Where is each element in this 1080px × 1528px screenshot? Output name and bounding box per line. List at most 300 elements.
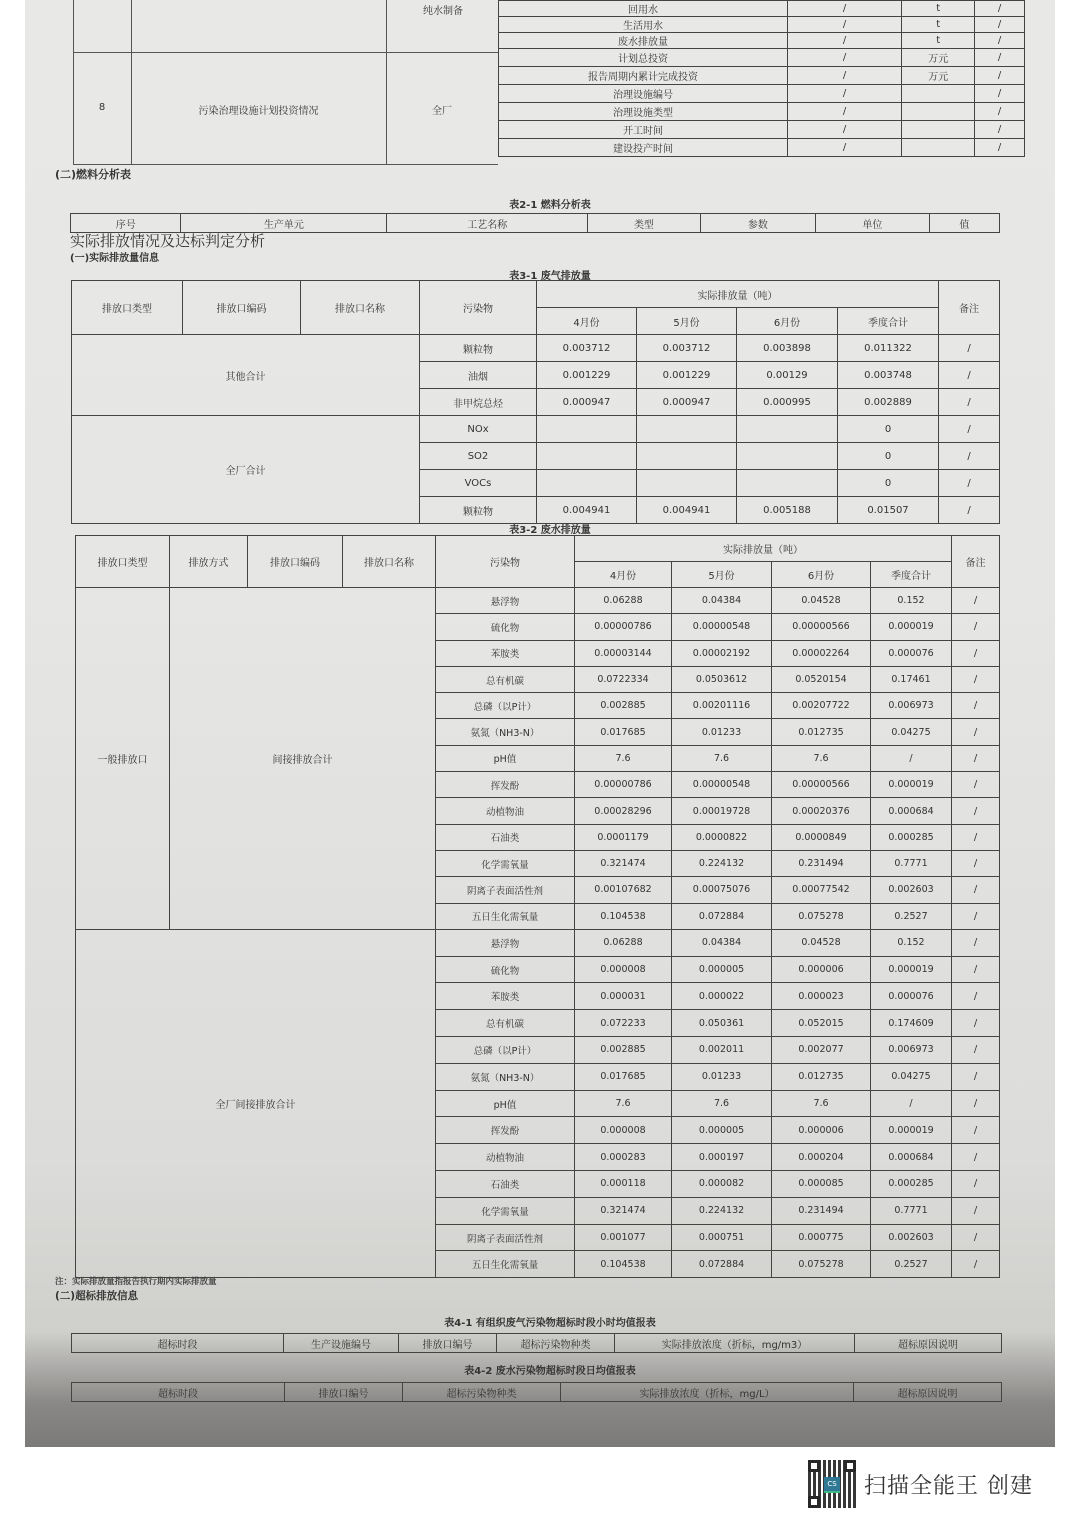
column-header: 生产单元 — [181, 214, 387, 233]
month-header: 4月份 — [575, 562, 672, 588]
pollutant-cell: 化学需氧量 — [436, 1197, 575, 1224]
item-row — [499, 139, 1025, 157]
month-header: 4月份 — [537, 308, 637, 335]
table-cell: / — [787, 33, 901, 49]
note-cell: / — [939, 389, 1000, 416]
value-cell: 0.017685 — [575, 1063, 672, 1090]
value-cell: 0.000751 — [672, 1224, 772, 1251]
note-cell: / — [952, 1171, 1000, 1198]
table-row — [72, 416, 1000, 443]
table-cell: / — [787, 103, 901, 121]
item-row — [499, 67, 1025, 85]
value-cell: 0.104538 — [575, 1251, 672, 1278]
pollutant-cell: 动植物油 — [436, 798, 575, 824]
value-cell: 0.002885 — [575, 1037, 672, 1064]
note-cell: / — [939, 497, 1000, 524]
value-cell: 0.000019 — [871, 956, 952, 983]
value-cell: 0.003898 — [737, 335, 838, 362]
column-header: 实际排放浓度（折标，mg/L） — [561, 1383, 854, 1402]
value-cell: 0.005188 — [737, 497, 838, 524]
column-header: 参数 — [700, 214, 815, 233]
value-cell: 0.000008 — [575, 1117, 672, 1144]
value-cell: 0.000006 — [772, 956, 871, 983]
month-header: 6月份 — [737, 308, 838, 335]
note-cell: / — [952, 666, 1000, 692]
item-row — [499, 33, 1025, 49]
value-cell: 0.0503612 — [672, 666, 772, 692]
note-cell: / — [952, 850, 1000, 876]
pollutant-cell: 硫化物 — [436, 956, 575, 983]
value-cell: 0 — [838, 416, 939, 443]
value-cell: 0.000031 — [575, 983, 672, 1010]
group-label: 全厂间接排放合计 — [76, 929, 436, 1277]
t41-table — [71, 1333, 1002, 1353]
value-cell — [637, 470, 737, 497]
group-label: 其他合计 — [72, 335, 420, 416]
table-cell: / — [787, 1, 901, 17]
value-cell: 0.075278 — [772, 903, 871, 929]
pollutant-cell: pH值 — [436, 1090, 575, 1117]
pollutant-cell: SO2 — [420, 443, 537, 470]
note-cell: / — [952, 798, 1000, 824]
column-header: 污染物 — [420, 281, 537, 335]
qr-code-icon — [808, 1460, 856, 1508]
pollutant-cell: 氨氮（NH3-N） — [436, 719, 575, 745]
group-label: 全厂合计 — [72, 416, 420, 524]
column-header: 排放口编号 — [285, 1383, 403, 1402]
value-cell: 0.002889 — [838, 389, 939, 416]
value-cell: 0.231494 — [772, 850, 871, 876]
value-cell: 0.000076 — [871, 640, 952, 666]
value-cell: 0.7771 — [871, 1197, 952, 1224]
left-cell: 纯水制备 — [423, 6, 463, 17]
table-cell: / — [975, 85, 1025, 103]
column-header: 实际排放量（吨） — [537, 281, 939, 308]
value-cell: 0.012735 — [772, 719, 871, 745]
value-cell: 0.000019 — [871, 614, 952, 640]
value-cell: 0.224132 — [672, 1197, 772, 1224]
value-cell: 0.2527 — [871, 1251, 952, 1278]
note-cell: / — [952, 983, 1000, 1010]
fuel-section-title: (二)燃料分析表 — [55, 168, 132, 181]
column-header: 排放口类型 — [76, 536, 170, 588]
header-row — [72, 1334, 1002, 1353]
top-items-table — [498, 0, 1025, 157]
pollutant-cell: 化学需氧量 — [436, 850, 575, 876]
value-cell: 7.6 — [672, 1090, 772, 1117]
value-cell: 0.17461 — [871, 666, 952, 692]
pollutant-cell: pH值 — [436, 745, 575, 771]
note-cell: / — [952, 1144, 1000, 1171]
outlet-type: 一般排放口 — [76, 588, 170, 930]
item-label: 废水排放量 — [499, 33, 788, 49]
column-header: 工艺名称 — [387, 214, 588, 233]
pollutant-cell: 挥发酚 — [436, 772, 575, 798]
item-label: 开工时间 — [499, 121, 788, 139]
column-header: 排放口类型 — [72, 281, 183, 335]
value-cell: 0.000006 — [772, 1117, 871, 1144]
note-cell: / — [952, 824, 1000, 850]
note-cell: / — [952, 719, 1000, 745]
water-caption: 表3-2 废水排放量 — [509, 525, 591, 536]
month-header: 5月份 — [637, 308, 737, 335]
value-cell: 0.002885 — [575, 693, 672, 719]
value-cell: 0.000085 — [772, 1171, 871, 1198]
value-cell: 0.00000786 — [575, 772, 672, 798]
pollutant-cell: 悬浮物 — [436, 929, 575, 956]
value-cell: 0.011322 — [838, 335, 939, 362]
item-label: 治理设施类型 — [499, 103, 788, 121]
value-cell: 0.04275 — [871, 1063, 952, 1090]
value-cell: 0.01507 — [838, 497, 939, 524]
item-label: 回用水 — [499, 1, 788, 17]
gas-table — [71, 280, 1000, 524]
pollutant-cell: 挥发酚 — [436, 1117, 575, 1144]
month-header: 季度合计 — [871, 562, 952, 588]
item-row — [499, 17, 1025, 33]
value-cell: 0.004941 — [637, 497, 737, 524]
note-cell: / — [952, 1251, 1000, 1278]
value-cell: 0 — [838, 470, 939, 497]
value-cell — [637, 443, 737, 470]
value-cell: 0.000008 — [575, 956, 672, 983]
value-cell: 0.002011 — [672, 1037, 772, 1064]
value-cell: 0.00000566 — [772, 772, 871, 798]
value-cell: 0.00207722 — [772, 693, 871, 719]
table-cell: / — [787, 49, 901, 67]
value-cell: 0.000005 — [672, 1117, 772, 1144]
t41-caption: 表4-1 有组织废气污染物超标时段小时均值报表 — [444, 1318, 656, 1329]
note-cell: / — [939, 362, 1000, 389]
unit-cell: 万元 — [902, 49, 975, 67]
value-cell: 0.003748 — [838, 362, 939, 389]
note-cell: / — [952, 693, 1000, 719]
fuel-caption: 表2-1 燃料分析表 — [509, 200, 591, 211]
header-row — [72, 1383, 1002, 1402]
value-cell: 0.00129 — [737, 362, 838, 389]
note-cell: / — [952, 929, 1000, 956]
table-row — [72, 335, 1000, 362]
column-header: 备注 — [939, 281, 1000, 335]
value-cell: 0.321474 — [575, 850, 672, 876]
value-cell: 7.6 — [772, 745, 871, 771]
column-header: 实际排放量（吨） — [575, 536, 952, 562]
value-cell: 0.104538 — [575, 903, 672, 929]
value-cell: 0.0722334 — [575, 666, 672, 692]
pollutant-cell: 阴离子表面活性剂 — [436, 877, 575, 903]
note-cell: / — [952, 640, 1000, 666]
value-cell: 0.000019 — [871, 1117, 952, 1144]
unit-cell — [902, 85, 975, 103]
gas-caption: 表3-1 废气排放量 — [509, 271, 591, 282]
value-cell: 7.6 — [575, 745, 672, 771]
value-cell — [737, 470, 838, 497]
pollutant-cell: 氨氮（NH3-N） — [436, 1063, 575, 1090]
value-cell: 0.000285 — [871, 824, 952, 850]
t42-table — [71, 1382, 1002, 1402]
value-cell: 0.00002264 — [772, 640, 871, 666]
note-cell: / — [952, 588, 1000, 614]
month-header: 季度合计 — [838, 308, 939, 335]
value-cell: 0.7771 — [871, 850, 952, 876]
value-cell: 0.000076 — [871, 983, 952, 1010]
group-no: 8 — [98, 102, 106, 113]
table-cell: / — [975, 1, 1025, 17]
unit-cell — [902, 139, 975, 157]
table-cell: / — [975, 139, 1025, 157]
month-header: 6月份 — [772, 562, 871, 588]
pollutant-cell: 油烟 — [420, 362, 537, 389]
pollutant-cell: 非甲烷总烃 — [420, 389, 537, 416]
value-cell: 0.001229 — [537, 362, 637, 389]
column-header: 值 — [929, 214, 999, 233]
table-cell: / — [787, 121, 901, 139]
value-cell: 0.050361 — [672, 1010, 772, 1037]
value-cell: 0.000947 — [537, 389, 637, 416]
value-cell: 0.00002192 — [672, 640, 772, 666]
column-header: 污染物 — [436, 536, 575, 588]
item-row — [499, 1, 1025, 17]
value-cell: 0.00000548 — [672, 772, 772, 798]
value-cell: 0.052015 — [772, 1010, 871, 1037]
value-cell: 0.006973 — [871, 693, 952, 719]
column-header: 类型 — [588, 214, 700, 233]
table-cell: / — [975, 103, 1025, 121]
column-header: 超标时段 — [72, 1334, 284, 1353]
table-cell: / — [787, 85, 901, 103]
column-header: 排放方式 — [170, 536, 248, 588]
value-cell: 0.152 — [871, 929, 952, 956]
note-cell: / — [952, 1224, 1000, 1251]
value-cell: 0.000019 — [871, 772, 952, 798]
item-row — [499, 103, 1025, 121]
unit-cell — [902, 103, 975, 121]
pollutant-cell: 硫化物 — [436, 614, 575, 640]
value-cell: 0.006973 — [871, 1037, 952, 1064]
pollutant-cell: 阴离子表面活性剂 — [436, 1224, 575, 1251]
item-label: 生活用水 — [499, 17, 788, 33]
value-cell: 0.00077542 — [772, 877, 871, 903]
note-cell: / — [952, 745, 1000, 771]
value-cell: 0.004941 — [537, 497, 637, 524]
value-cell — [537, 443, 637, 470]
value-cell: 0.000204 — [772, 1144, 871, 1171]
column-header: 超标时段 — [72, 1383, 285, 1402]
note-cell: / — [952, 956, 1000, 983]
pollutant-cell: 总磷（以P计） — [436, 693, 575, 719]
value-cell: 0.00003144 — [575, 640, 672, 666]
value-cell: 0.001229 — [637, 362, 737, 389]
emission-section: (一)实际排放量信息 — [70, 253, 160, 264]
value-cell: 0.000005 — [672, 956, 772, 983]
note-cell: / — [939, 335, 1000, 362]
pollutant-cell: 颗粒物 — [420, 335, 537, 362]
value-cell: 0.04528 — [772, 588, 871, 614]
note-cell: / — [952, 877, 1000, 903]
pollutant-cell: 总有机碳 — [436, 1010, 575, 1037]
value-cell: 0.00000786 — [575, 614, 672, 640]
column-header: 生产设施编号 — [284, 1334, 399, 1353]
value-cell: 0.0000822 — [672, 824, 772, 850]
value-cell: 0.00107682 — [575, 877, 672, 903]
camscanner-logo-icon: CS — [824, 1477, 840, 1493]
column-header: 序号 — [71, 214, 181, 233]
value-cell: 0.003712 — [537, 335, 637, 362]
pollutant-cell: NOx — [420, 416, 537, 443]
value-cell: 0.001077 — [575, 1224, 672, 1251]
pollutant-cell: 石油类 — [436, 1171, 575, 1198]
item-row — [499, 85, 1025, 103]
value-cell: 0.224132 — [672, 850, 772, 876]
note-cell: / — [952, 1117, 1000, 1144]
note-cell: / — [952, 614, 1000, 640]
value-cell: 0.04384 — [672, 588, 772, 614]
value-cell: 0.000283 — [575, 1144, 672, 1171]
value-cell: 0.000947 — [637, 389, 737, 416]
value-cell: 0.00075076 — [672, 877, 772, 903]
pollutant-cell: VOCs — [420, 470, 537, 497]
value-cell — [637, 416, 737, 443]
watermark-text: 扫描全能王 创建 — [864, 1473, 1033, 1499]
column-header: 实际排放浓度（折标，mg/m3） — [615, 1334, 855, 1353]
value-cell: 0.000082 — [672, 1171, 772, 1198]
item-label: 治理设施编号 — [499, 85, 788, 103]
value-cell: 0.321474 — [575, 1197, 672, 1224]
column-header: 排放口名称 — [301, 281, 420, 335]
pollutant-cell: 苯胺类 — [436, 640, 575, 666]
unit-cell — [902, 121, 975, 139]
scanner-watermark — [808, 1460, 1033, 1508]
value-cell — [737, 416, 838, 443]
value-cell: 7.6 — [772, 1090, 871, 1117]
value-cell: 0.017685 — [575, 719, 672, 745]
group-name: 污染治理设施计划投资情况 — [198, 106, 319, 117]
value-cell: 0.000118 — [575, 1171, 672, 1198]
header-row — [72, 281, 1000, 308]
pollutant-cell: 石油类 — [436, 824, 575, 850]
table-cell: / — [975, 33, 1025, 49]
value-cell: 0.003712 — [637, 335, 737, 362]
value-cell: 0.04384 — [672, 929, 772, 956]
value-cell: 0.000684 — [871, 798, 952, 824]
item-label: 建设投产时间 — [499, 139, 788, 157]
note-cell: / — [939, 443, 1000, 470]
emission-title: 实际排放情况及达标判定分析 — [70, 232, 266, 250]
scanned-page — [25, 0, 1055, 1447]
pollutant-cell: 五日生化需氧量 — [436, 1251, 575, 1278]
item-row — [499, 121, 1025, 139]
value-cell: 0.06288 — [575, 588, 672, 614]
value-cell: / — [871, 1090, 952, 1117]
value-cell: 0.0000849 — [772, 824, 871, 850]
note-cell: / — [952, 1037, 1000, 1064]
value-cell: 0.002077 — [772, 1037, 871, 1064]
value-cell: 0.075278 — [772, 1251, 871, 1278]
table-cell: / — [787, 139, 901, 157]
value-cell: 0.012735 — [772, 1063, 871, 1090]
exceed-section: (二)超标排放信息 — [55, 1290, 139, 1302]
value-cell: 0.000023 — [772, 983, 871, 1010]
unit-cell: t — [902, 33, 975, 49]
table-cell: / — [787, 67, 901, 85]
pollutant-cell: 总有机碳 — [436, 666, 575, 692]
value-cell: 0.01233 — [672, 1063, 772, 1090]
note-cell: / — [952, 1197, 1000, 1224]
note-cell: / — [952, 1010, 1000, 1037]
table-row — [76, 588, 1000, 614]
column-header: 排放口编码 — [183, 281, 301, 335]
note-cell: / — [952, 903, 1000, 929]
value-cell: 0.00020376 — [772, 798, 871, 824]
column-header: 排放口编码 — [248, 536, 343, 588]
value-cell: 0.072884 — [672, 1251, 772, 1278]
column-header: 超标原因说明 — [855, 1334, 1002, 1353]
table-cell: / — [975, 49, 1025, 67]
value-cell: 0.00201116 — [672, 693, 772, 719]
t42-caption: 表4-2 废水污染物超标时段日均值报表 — [464, 1366, 636, 1377]
value-cell: 0.000285 — [871, 1171, 952, 1198]
note-cell: / — [952, 1063, 1000, 1090]
pollutant-cell: 五日生化需氧量 — [436, 903, 575, 929]
unit-cell: t — [902, 17, 975, 33]
value-cell: 0.06288 — [575, 929, 672, 956]
value-cell — [537, 470, 637, 497]
value-cell: 7.6 — [575, 1090, 672, 1117]
month-header: 5月份 — [672, 562, 772, 588]
value-cell — [537, 416, 637, 443]
value-cell: / — [871, 745, 952, 771]
column-header: 单位 — [816, 214, 929, 233]
value-cell: 0.000995 — [737, 389, 838, 416]
pollutant-cell: 颗粒物 — [420, 497, 537, 524]
item-label: 报告周期内累计完成投资 — [499, 67, 788, 85]
table-cell: / — [975, 17, 1025, 33]
pollutant-cell: 苯胺类 — [436, 983, 575, 1010]
header-row — [76, 536, 1000, 562]
table-cell: / — [975, 67, 1025, 85]
column-header: 排放口名称 — [343, 536, 436, 588]
note-cell: / — [952, 1090, 1000, 1117]
item-row — [499, 49, 1025, 67]
note-cell: / — [952, 772, 1000, 798]
value-cell: 0.174609 — [871, 1010, 952, 1037]
value-cell: 0 — [838, 443, 939, 470]
value-cell: 0.0001179 — [575, 824, 672, 850]
value-cell: 0.000022 — [672, 983, 772, 1010]
unit-cell: 万元 — [902, 67, 975, 85]
value-cell: 0.01233 — [672, 719, 772, 745]
column-header: 超标污染物种类 — [403, 1383, 561, 1402]
value-cell: 0.2527 — [871, 903, 952, 929]
water-table — [75, 535, 1000, 1278]
column-header: 超标原因说明 — [854, 1383, 1002, 1402]
column-header: 备注 — [952, 536, 1000, 588]
value-cell: 0.00000566 — [772, 614, 871, 640]
value-cell: 0.000775 — [772, 1224, 871, 1251]
table-cell: / — [975, 121, 1025, 139]
pollutant-cell: 总磷（以P计） — [436, 1037, 575, 1064]
value-cell: 0.002603 — [871, 1224, 952, 1251]
pollutant-cell: 动植物油 — [436, 1144, 575, 1171]
value-cell: 0.002603 — [871, 877, 952, 903]
value-cell: 0.00028296 — [575, 798, 672, 824]
value-cell: 0.072233 — [575, 1010, 672, 1037]
item-label: 计划总投资 — [499, 49, 788, 67]
value-cell: 0.00019728 — [672, 798, 772, 824]
value-cell: 0.000197 — [672, 1144, 772, 1171]
value-cell: 0.0520154 — [772, 666, 871, 692]
column-header: 排放口编号 — [399, 1334, 497, 1353]
